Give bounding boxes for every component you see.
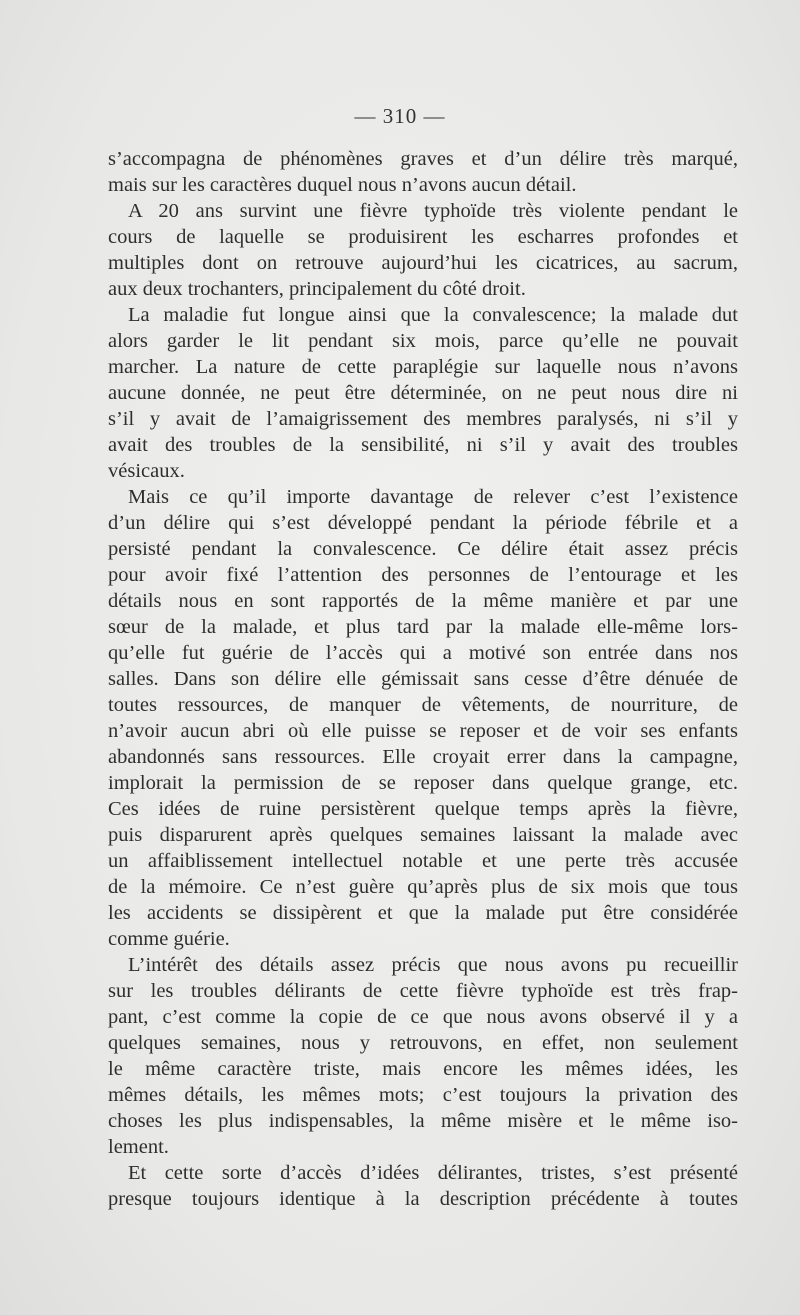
text-line: un affaiblissement intellectuel notable et une perte très accusée — [108, 850, 738, 872]
text-line: Et cette sorte d’accès d’idées délirantes, tristes, s’est présenté — [128, 1162, 738, 1184]
text-line: le même caractère triste, mais encore les mêmes idées, les — [108, 1058, 738, 1080]
text-line: L’intérêt des détails assez précis que nous avons pu recueillir — [128, 954, 738, 976]
body-text — [108, 146, 738, 1212]
text-line: mêmes détails, les mêmes mots; c’est toujours la privation des — [108, 1084, 738, 1106]
text-line: détails nous en sont rapportés de la même manière et par une — [108, 590, 738, 612]
text-line: marcher. La nature de cette paraplégie sur laquelle nous n’avons — [108, 356, 738, 378]
text-line: multiples dont on retrouve aujourd’hui les cicatrices, au sacrum, — [108, 252, 738, 274]
text-line: d’un délire qui s’est développé pendant la période fébrile et a — [108, 512, 738, 534]
text-line: qu’elle fut guérie de l’accès qui a motivé son entrée dans nos — [108, 642, 738, 664]
text-line: choses les plus indispensables, la même misère et le même iso- — [108, 1110, 738, 1132]
text-line: mais sur les caractères duquel nous n’avons aucun détail. — [108, 174, 577, 196]
text-line: vésicaux. — [108, 460, 185, 482]
text-line: sur les troubles délirants de cette fièvre typhoïde est très frap- — [108, 980, 738, 1002]
text-line: sœur de la malade, et plus tard par la malade elle-même lors- — [108, 616, 738, 638]
text-line: puis disparurent après quelques semaines laissant la malade avec — [108, 824, 738, 846]
text-line: toutes ressources, de manquer de vêtements, de nourriture, de — [108, 694, 738, 716]
text-line: Mais ce qu’il importe davantage de relever c’est l’existence — [128, 486, 738, 508]
text-line: aux deux trochanters, principalement du côté droit. — [108, 278, 526, 300]
text-line: pant, c’est comme la copie de ce que nous avons observé il y a — [108, 1006, 738, 1028]
text-line: quelques semaines, nous y retrouvons, en effet, non seulement — [108, 1032, 738, 1054]
text-line: n’avoir aucun abri où elle puisse se reposer et de voir ses enfants — [108, 720, 738, 742]
text-line: aucune donnée, ne peut être déterminée, on ne peut nous dire ni — [108, 382, 738, 404]
text-line: La maladie fut longue ainsi que la convalescence; la malade dut — [128, 304, 738, 326]
text-line: cours de laquelle se produisirent les escharres profondes et — [108, 226, 738, 248]
text-line: salles. Dans son délire elle gémissait sans cesse d’être dénuée de — [108, 668, 738, 690]
text-line: comme guérie. — [108, 928, 230, 950]
text-line: abandonnés sans ressources. Elle croyait errer dans la campagne, — [108, 746, 738, 768]
text-line: lement. — [108, 1136, 169, 1158]
text-line: s’accompagna de phénomènes graves et d’un délire très marqué, — [108, 148, 738, 170]
text-line: pour avoir fixé l’attention des personnes de l’entourage et les — [108, 564, 738, 586]
text-line: A 20 ans survint une fièvre typhoïde très violente pendant le — [128, 200, 738, 222]
text-line: les accidents se dissipèrent et que la malade put être considérée — [108, 902, 738, 924]
text-line: Ces idées de ruine persistèrent quelque temps après la fièvre, — [108, 798, 738, 820]
text-line: alors garder le lit pendant six mois, parce qu’elle ne pouvait — [108, 330, 738, 352]
text-line: presque toujours identique à la description précédente à toutes — [108, 1188, 738, 1210]
text-line: avait des troubles de la sensibilité, ni s’il y avait des troubles — [108, 434, 738, 456]
page-number: — 310 — — [354, 104, 446, 128]
text-line: persisté pendant la convalescence. Ce délire était assez précis — [108, 538, 738, 560]
text-line: de la mémoire. Ce n’est guère qu’après plus de six mois que tous — [108, 876, 738, 898]
text-line: implorait la permission de se reposer dans quelque grange, etc. — [108, 772, 738, 794]
text-line: s’il y avait de l’amaigrissement des membres paralysés, ni s’il y — [108, 408, 738, 430]
